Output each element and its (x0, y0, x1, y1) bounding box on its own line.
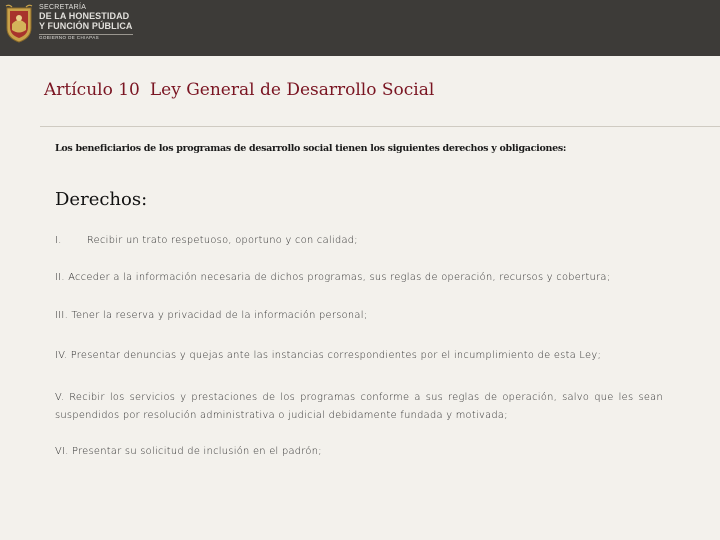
law-name: Ley General de Desarrollo Social (149, 80, 435, 100)
right-text: Presentar denuncias y quejas ante las instancias correspondientes por el incumplimiento de esta Ley; (70, 350, 602, 361)
right-text: Tener la reserva y privacidad de la información personal; (71, 310, 368, 321)
right-number: I. (55, 235, 62, 246)
right-item-5 (55, 389, 663, 425)
section-heading: Derechos: (55, 189, 148, 210)
right-text: Recibir un trato respetuoso, oportuno y con calidad; (87, 235, 358, 246)
coat-of-arms-icon (4, 4, 34, 44)
logo-line-2: DE LA HONESTIDAD (39, 11, 130, 21)
right-text: Presentar su solicitud de inclusión en el padrón; (72, 446, 322, 457)
header-bar (0, 0, 720, 56)
right-number: IV. (55, 350, 68, 361)
title-divider (40, 126, 720, 127)
right-item-6 (55, 446, 322, 457)
right-item-2 (55, 272, 610, 283)
logo-line-1: SECRETARÍA (39, 4, 87, 11)
right-item-4 (55, 350, 601, 361)
right-number: VI. (55, 446, 69, 457)
page-title (44, 80, 434, 100)
agency-logo (4, 4, 133, 44)
logo-line-4: GOBIERNO DE CHIAPAS (39, 34, 133, 41)
logo-line-3: Y FUNCIÓN PÚBLICA (39, 21, 133, 31)
article-number: Artículo 10 (44, 80, 140, 100)
right-number: III. (55, 310, 68, 321)
right-text: Recibir los servicios y prestaciones de los programas conforme a sus reglas de operación, salvo que les sean suspendidos por resolución administrativa o judicial debidamente fundada y motivada; (55, 392, 663, 421)
right-number: II. (55, 272, 65, 283)
intro-text: Los beneficiarios de los programas de desarrollo social tienen los siguientes derechos y obligaciones: (55, 143, 567, 154)
right-text: Acceder a la información necesaria de dichos programas, sus reglas de operación, recursos y cobertura; (68, 272, 611, 283)
right-number: V. (55, 392, 65, 403)
right-item-1 (55, 235, 358, 246)
right-item-3 (55, 310, 367, 321)
